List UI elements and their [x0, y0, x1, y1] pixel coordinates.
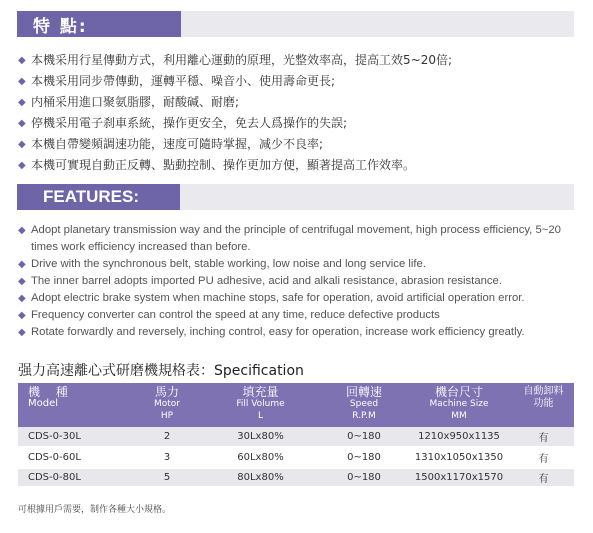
list-item: ◆ Adopt electric brake system when machine stops, safe for operation, avoid artificial operation error. — [18, 290, 578, 307]
cell-machine-size: 1210x950x1135 — [405, 427, 513, 447]
list-item: ◆ 停機采用電子刹車系統，操作更安全，免去人爲操作的失誤; — [18, 113, 578, 134]
table-row — [18, 447, 574, 467]
table-row — [18, 467, 574, 487]
cell-model: CDS-0-30L — [18, 427, 136, 447]
list-item: ◆ 本機采用行星傳動方式，利用離心運動的原理，光整效率高，提高工效5~20倍; — [18, 50, 578, 71]
features-en-header-bar — [17, 184, 574, 210]
cell-auto-discharge: 有 — [513, 467, 574, 487]
cell-model: CDS-0-60L — [18, 447, 136, 467]
features-zh-header-bar — [17, 11, 574, 37]
cell-speed: 0~180 — [323, 467, 405, 487]
column-header-machine-size: 機台尺寸 Machine Size MM — [405, 383, 513, 427]
cell-fill-volume: 80Lx80% — [198, 467, 323, 487]
cell-fill-volume: 60Lx80% — [198, 447, 323, 467]
features-en-list — [18, 222, 578, 341]
features-zh-heading: 特 點: — [17, 11, 181, 37]
diamond-bullet-icon: ◆ — [18, 76, 26, 87]
cell-hp: 5 — [136, 467, 198, 487]
cell-machine-size: 1500x1170x1570 — [405, 467, 513, 487]
column-header-model: 機 種 Model — [18, 383, 136, 427]
list-item: ◆ The inner barrel adopts imported PU adhesive, acid and alkali resistance, abrasion resistance. — [18, 273, 578, 290]
list-item: ◆ 内桶采用進口聚氨脂膠，耐酸碱、耐磨; — [18, 92, 578, 113]
cell-machine-size: 1310x1050x1350 — [405, 447, 513, 467]
features-zh-list — [18, 50, 578, 176]
diamond-bullet-icon: ◆ — [18, 276, 26, 287]
list-item: ◆ Adopt planetary transmission way and the principle of centrifugal movement, high process efficiency, 5~20 times work efficiency increased than before. — [18, 224, 561, 253]
diamond-bullet-icon: ◆ — [18, 160, 26, 171]
diamond-bullet-icon: ◆ — [18, 327, 26, 338]
list-item: ◆ 本機采用同步帶傳動，運轉平穩、噪音小、使用壽命更長; — [18, 71, 578, 92]
cell-auto-discharge: 有 — [513, 427, 574, 447]
cell-speed: 0~180 — [323, 427, 405, 447]
diamond-bullet-icon: ◆ — [18, 55, 26, 66]
table-row — [18, 427, 574, 447]
spec-table-title: 强力高速離心式研磨機規格表：Specification — [18, 363, 304, 379]
cell-model: CDS-0-80L — [18, 467, 136, 487]
diamond-bullet-icon: ◆ — [18, 118, 26, 129]
list-item: ◆ Rotate forwardly and reversely, inching control, easy for operation, increase work efficiency greatly. — [18, 324, 578, 341]
diamond-bullet-icon: ◆ — [18, 259, 26, 270]
cell-fill-volume: 30Lx80% — [198, 427, 323, 447]
list-item: ◆ Drive with the synchronous belt, stable working, low noise and long service life. — [18, 256, 578, 273]
diamond-bullet-icon: ◆ — [18, 293, 26, 304]
diamond-bullet-icon: ◆ — [18, 225, 26, 236]
features-en-heading: FEATURES: — [17, 184, 180, 210]
diamond-bullet-icon: ◆ — [18, 310, 26, 321]
diamond-bullet-icon: ◆ — [18, 97, 26, 108]
list-item: ◆ 本機自帶變頻調速功能，速度可隨時掌握，减少不良率; — [18, 134, 578, 155]
spec-footnote: 可根據用戶需要，制作各種大小規格。 — [18, 505, 172, 515]
list-item: ◆ 本機可實現自動正反轉、點動控制、操作更加方便，顯著提高工作效率。 — [18, 155, 578, 176]
column-header-hp: 馬力 Motor HP — [136, 383, 198, 427]
column-header-auto-discharge: 自動卸料 功能 — [513, 383, 574, 427]
cell-hp: 3 — [136, 447, 198, 467]
diamond-bullet-icon: ◆ — [18, 139, 26, 150]
header-bar-fill — [181, 11, 574, 37]
spec-table — [18, 383, 574, 489]
cell-auto-discharge: 有 — [513, 447, 574, 467]
cell-hp: 2 — [136, 427, 198, 447]
cell-speed: 0~180 — [323, 447, 405, 467]
column-header-fill-volume: 填充量 Fill Volume L — [198, 383, 323, 427]
table-header-row — [18, 383, 574, 427]
header-bar-fill — [180, 184, 574, 210]
column-header-speed: 回轉速 Speed R.P.M — [323, 383, 405, 427]
list-item: ◆ Frequency converter can control the speed at any time, reduce defective products — [18, 307, 578, 324]
